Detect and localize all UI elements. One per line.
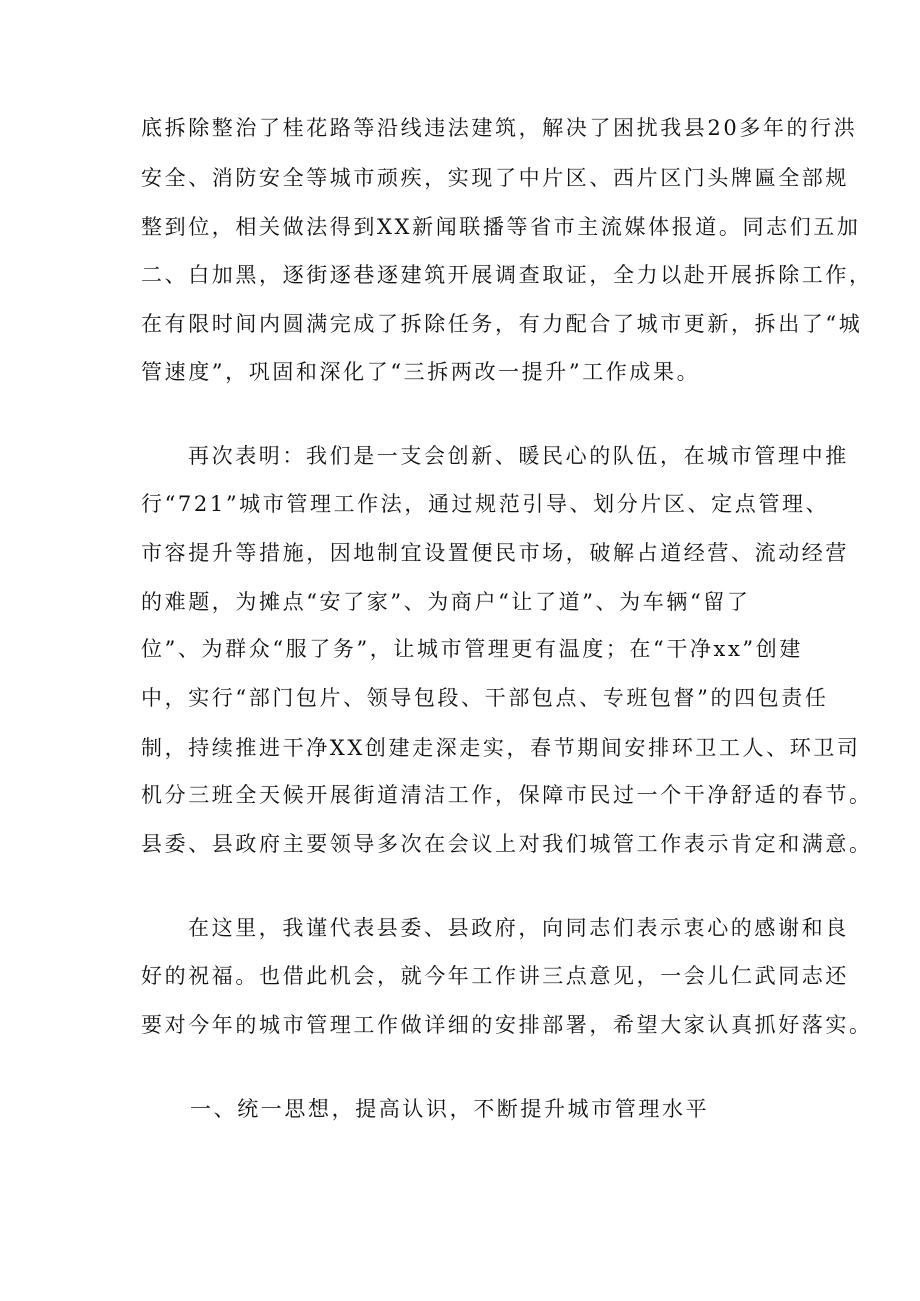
paragraph-2-line-4: 的难题，为摊点“安了家”、为商户“让了道”、为车辆“留了 (141, 590, 751, 614)
paragraph-1-line-4: 二、白加黑，逐街逐巷逐建筑开展调查取证，全力以赴开展拆除工作， (141, 263, 873, 287)
paragraph-1-line-5: 在有限时间内圆满完成了拆除任务，有力配合了城市更新，拆出了“城 (141, 312, 863, 336)
paragraph-2-line-5: 位”、为群众“服了务”，让城市管理更有温度；在“干净xx”创建 (141, 637, 803, 661)
section-heading: 一、统一思想，提高认识，不断提升城市管理水平 (190, 1097, 710, 1121)
paragraph-1-line-2: 安全、消防安全等城市顽疾，实现了中片区、西片区门头牌匾全部规 (141, 166, 849, 190)
paragraph-3-line-2: 好的祝福。也借此机会，就今年工作讲三点意见，一会儿仁武同志还 (141, 964, 849, 988)
paragraph-1-line-6: 管速度”，巩固和深化了“三拆两改一提升”工作成果。 (141, 360, 701, 384)
paragraph-2-line-7: 制，持续推进干净XX创建走深走实，春节期间安排环卫工人、环卫司 (141, 736, 861, 760)
paragraph-1-line-3: 整到位，相关做法得到XX新闻联播等省市主流媒体报道。同志们五加 (141, 215, 861, 239)
paragraph-2-line-2: 行“721”城市管理工作法，通过规范引导、划分片区、定点管理、 (141, 492, 830, 516)
paragraph-3-line-1: 在这里，我谨代表县委、县政府，向同志们表示衷心的感谢和良 (188, 916, 849, 940)
paragraph-2-line-3: 市容提升等措施，因地制宜设置便民市场，破解占道经营、流动经营 (141, 541, 849, 565)
paragraph-2-line-8: 机分三班全天候开展街道清洁工作，保障市民过一个干净舒适的春节。 (141, 783, 873, 807)
paragraph-2-line-9: 县委、县政府主要领导多次在会议上对我们城管工作表示肯定和满意。 (141, 832, 873, 856)
paragraph-1-line-1: 底拆除整治了桂花路等沿线违法建筑，解决了困扰我县20多年的行洪 (141, 116, 858, 140)
paragraph-2-line-1: 再次表明：我们是一支会创新、暖民心的队伍，在城市管理中推 (188, 444, 849, 468)
paragraph-3-line-3: 要对今年的城市管理工作做详细的安排部署，希望大家认真抓好落实。 (141, 1013, 873, 1037)
paragraph-2-line-6: 中，实行“部门包片、领导包段、干部包点、专班包督”的四包责任 (141, 686, 829, 710)
